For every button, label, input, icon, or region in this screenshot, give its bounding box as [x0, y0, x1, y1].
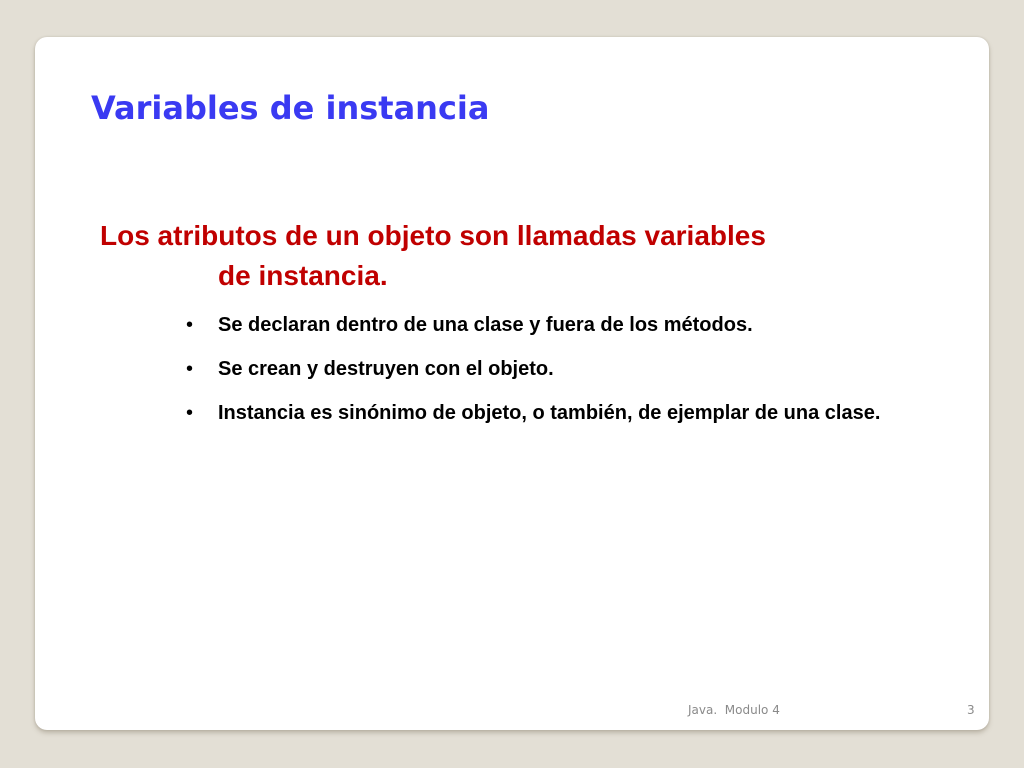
list-item [183, 310, 953, 340]
lead-line-1: Los atributos de un objeto son llamadas variables [100, 220, 766, 251]
slide [35, 37, 989, 730]
bullet-icon: • [186, 402, 194, 424]
footer-label: Java. Modulo 4 [688, 703, 780, 717]
bullet-icon: • [186, 314, 194, 336]
slide-title: Variables de instancia [91, 89, 490, 127]
list-item [183, 398, 953, 428]
bullet-text: Se declaran dentro de una clase y fuera de los métodos. [218, 314, 753, 336]
lead-line-2: de instancia. [218, 260, 388, 291]
list-item [183, 354, 953, 384]
page-number: 3 [967, 703, 975, 717]
bullet-list [183, 310, 953, 442]
bullet-icon: • [186, 358, 194, 380]
lead-text [100, 216, 940, 296]
bullet-text: Se crean y destruyen con el objeto. [218, 358, 554, 380]
bullet-text: Instancia es sinónimo de objeto, o también, de ejemplar de una clase. [218, 402, 881, 424]
